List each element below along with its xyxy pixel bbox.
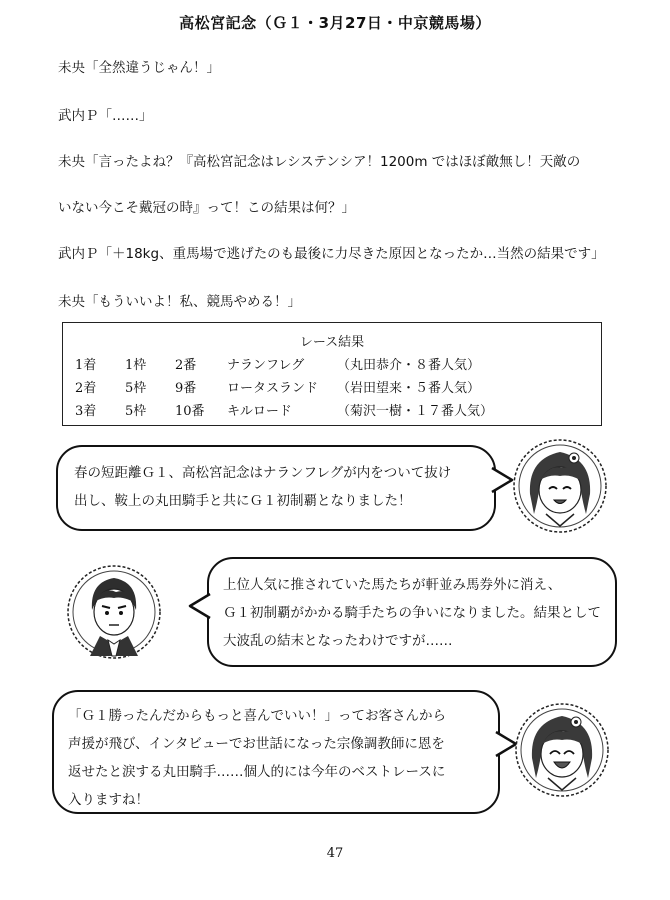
dialogue-line: 未央「言ったよね？『高松宮記念はレシステンシア！1200m ではほぼ敵無し！天敵の xyxy=(58,154,581,170)
speech-bubble xyxy=(56,445,496,531)
result-place: 2着 xyxy=(75,381,97,396)
result-place: 3着 xyxy=(75,404,97,419)
bubble-text: 声援が飛び、インタビューでお世話になった宗像調教師に恩を xyxy=(68,736,445,752)
result-jockey: （菊沢一樹・１７番人気） xyxy=(337,404,494,419)
speech-bubble xyxy=(52,690,500,814)
girl-character-avatar xyxy=(510,434,610,534)
result-number: 2番 xyxy=(175,358,197,373)
speech-bubble xyxy=(207,557,617,667)
race-results-heading: レース結果 xyxy=(299,335,365,350)
result-frame: 5枠 xyxy=(125,404,147,419)
page-title: 高松宮記念（Ｇ１・3月27日・中京競馬場） xyxy=(179,14,491,32)
dialogue-line: 武内Ｐ「＋18kg、重馬場で逃げたのも最後に力尽きた原因となったか…当然の結果です」 xyxy=(58,246,605,262)
bubble-text: 上位人気に推されていた馬たちが軒並み馬券外に消え、 xyxy=(223,577,562,593)
bubble-text: 出し、鞍上の丸田騎手と共にＧ１初制覇となりました！ xyxy=(74,493,412,509)
result-number: 9番 xyxy=(175,381,197,396)
result-jockey: （丸田恭介・８番人気） xyxy=(337,358,481,373)
producer-character-avatar xyxy=(64,560,164,660)
dialogue-line: いない今こそ戴冠の時』って！この結果は何？」 xyxy=(58,200,355,216)
bubble-text: Ｇ１初制覇がかかる騎手たちの争いになりました。結果として xyxy=(223,605,601,621)
result-jockey: （岩田望来・５番人気） xyxy=(337,381,481,396)
result-horse: ロータスランド xyxy=(227,381,319,396)
result-frame: 1枠 xyxy=(125,358,147,373)
girl-character-avatar xyxy=(512,698,612,798)
dialogue-line: 未央「もういいよ！私、競馬やめる！」 xyxy=(58,294,301,310)
race-results-box xyxy=(62,322,602,426)
result-horse: キルロード xyxy=(227,404,292,419)
dialogue-line: 武内Ｐ「……」 xyxy=(58,108,153,124)
result-place: 1着 xyxy=(75,358,97,373)
page-number: 47 xyxy=(326,846,344,861)
bubble-text: 入りますね！ xyxy=(68,792,149,808)
bubble-text: 大波乱の結末となったわけですが…… xyxy=(223,633,453,649)
bubble-text: 「Ｇ１勝ったんだからもっと喜んでいい！」ってお客さんから xyxy=(68,708,446,724)
bubble-tail xyxy=(189,592,211,622)
result-horse: ナランフレグ xyxy=(227,358,305,373)
dialogue-line: 未央「全然違うじゃん！」 xyxy=(58,60,220,76)
bubble-text: 返せたと涙する丸田騎手……個人的には今年のベストレースに xyxy=(68,764,446,780)
result-frame: 5枠 xyxy=(125,381,147,396)
bubble-text: 春の短距離Ｇ１、高松宮記念はナランフレグが内をついて抜け xyxy=(74,465,452,481)
result-number: 10番 xyxy=(175,404,205,419)
